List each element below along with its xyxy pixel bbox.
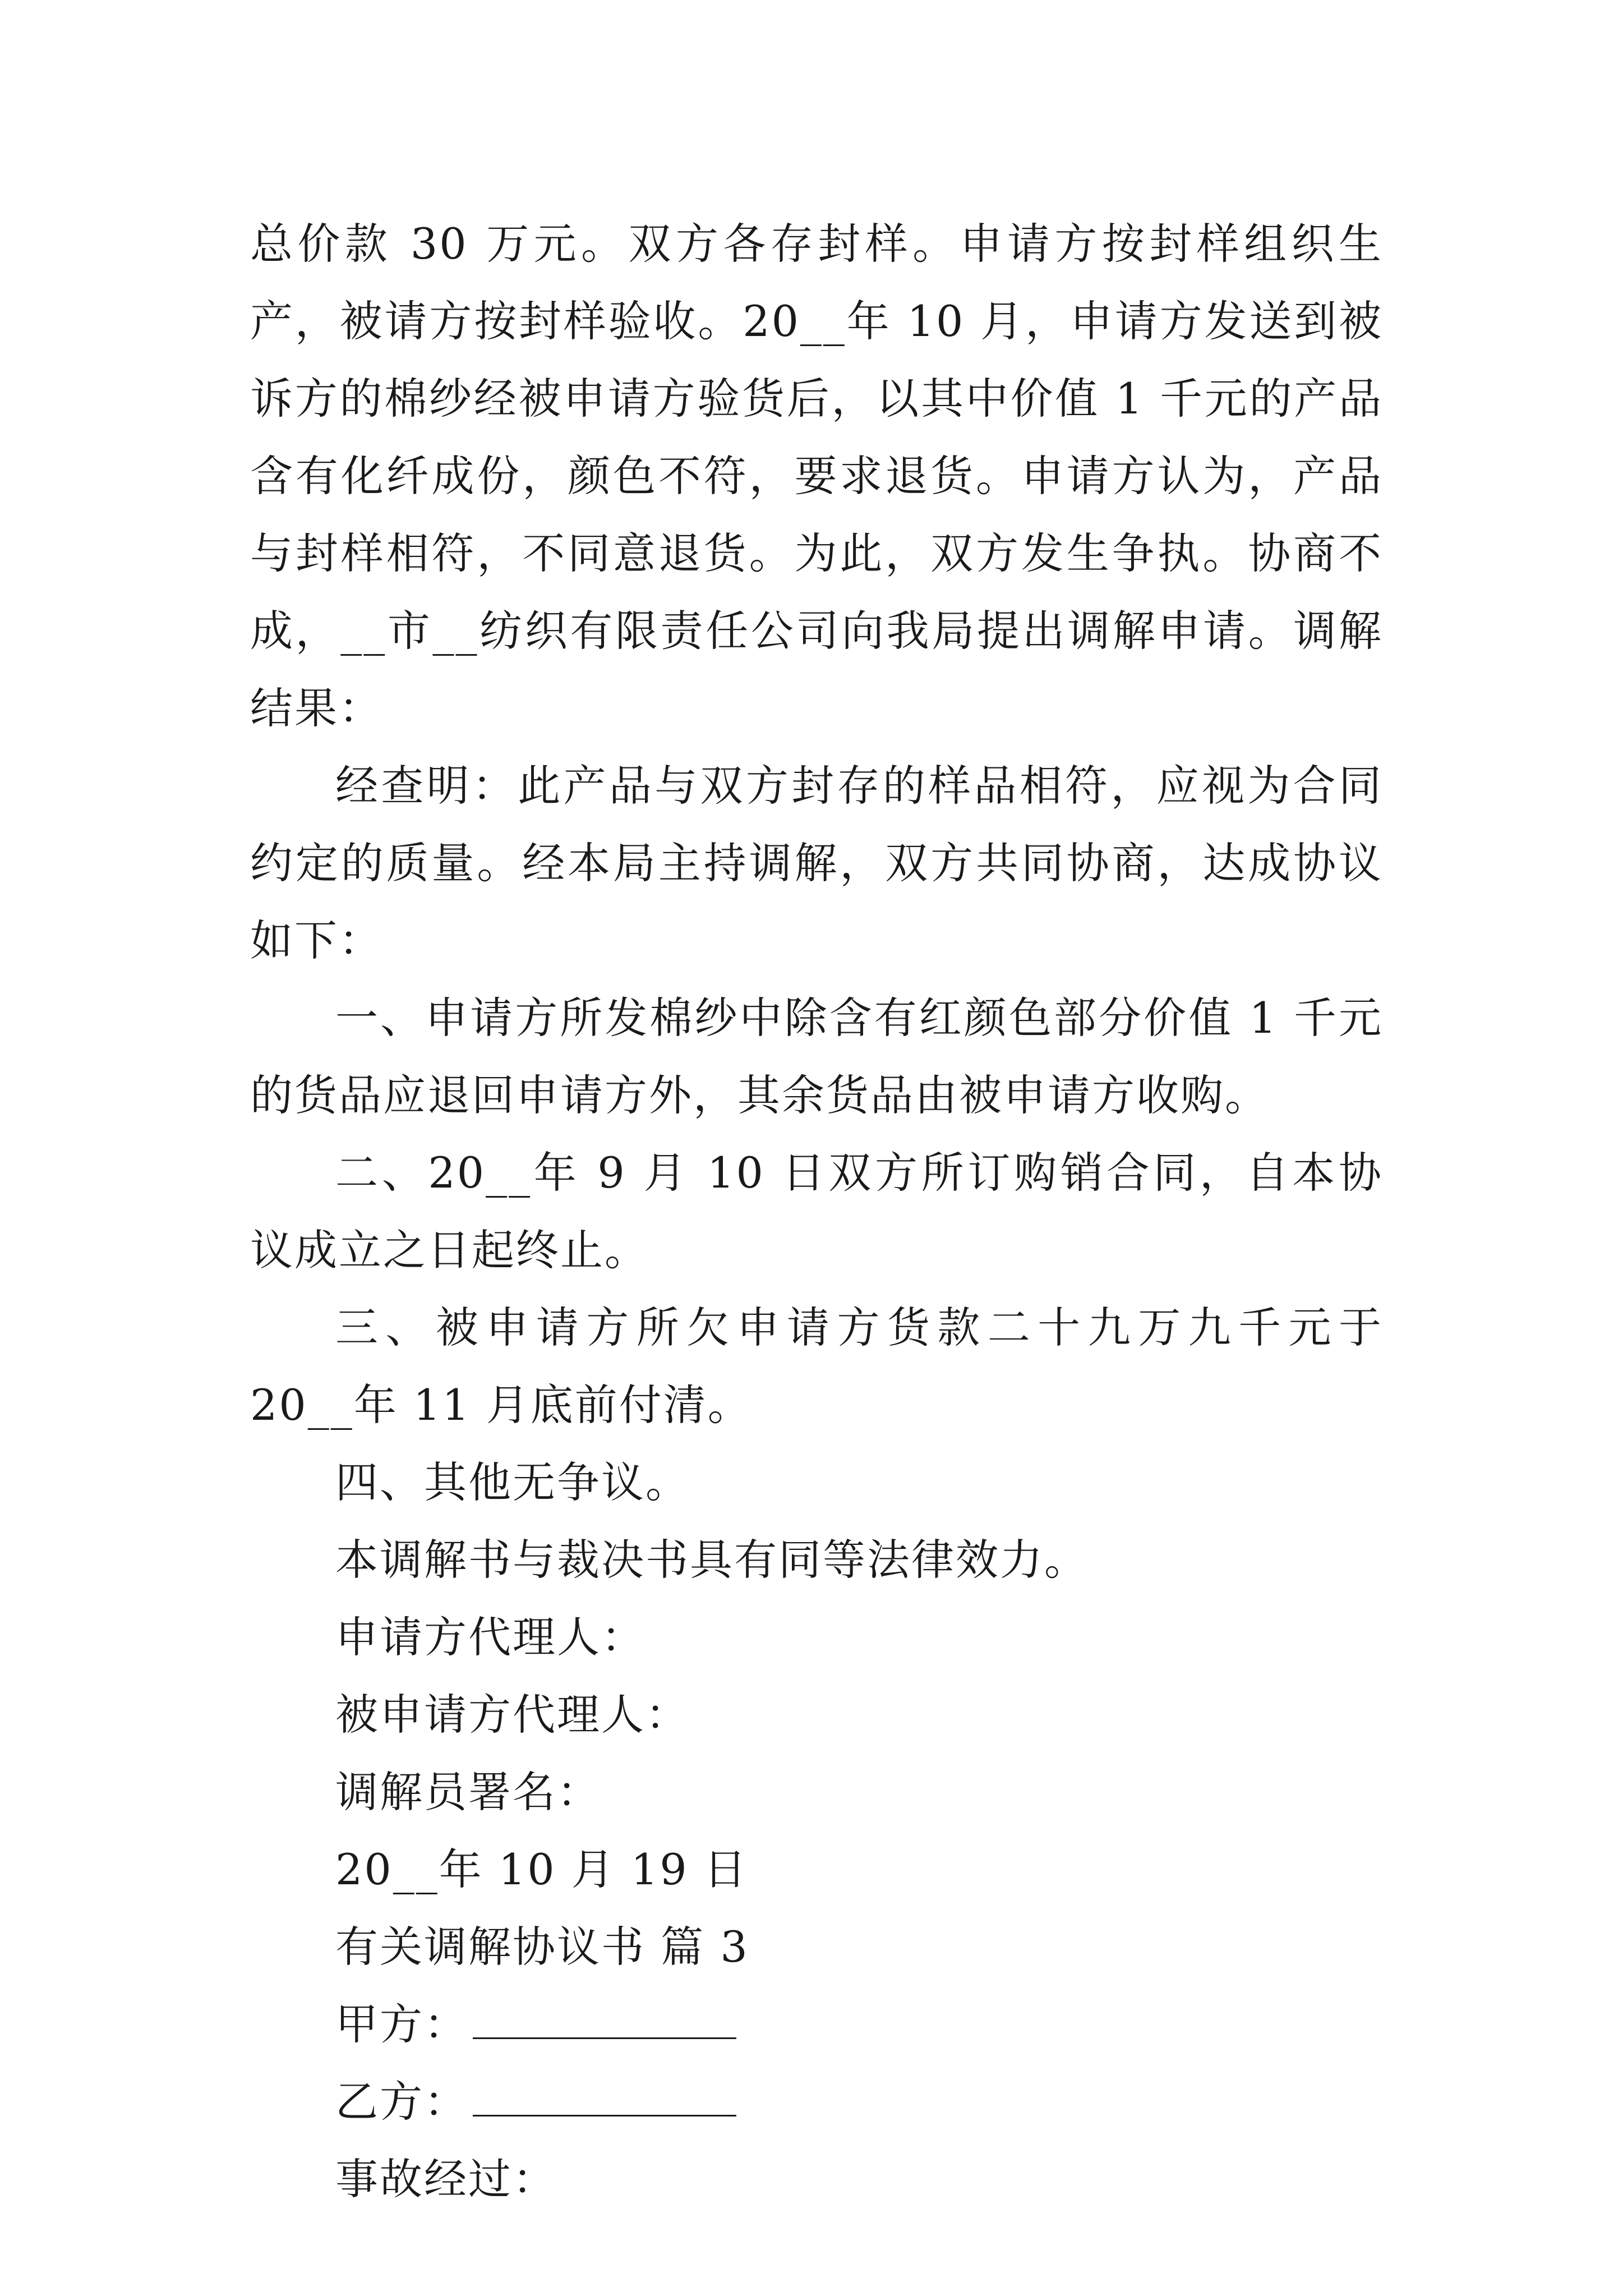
paragraph-clause-4: 四、其他无争议。 xyxy=(335,1457,690,1507)
document-body xyxy=(250,205,1383,2218)
date-line: 20__年 10 月 19 日 xyxy=(335,1844,748,1894)
party-a-label: 甲方： xyxy=(335,1999,468,2049)
party-b-blank xyxy=(473,2092,736,2116)
party-b-line xyxy=(250,2063,1383,2141)
party-a-line xyxy=(250,1986,1383,2063)
respondent-agent-line: 被申请方代理人： xyxy=(335,1690,690,1740)
paragraph-clause-1: 一、申请方所发棉纱中除含有红颜色部分价值 1 千元的货品应退回申请方外，其余货品由被申请方收购。 xyxy=(250,993,1383,1120)
section-heading: 有关调解协议书 篇 3 xyxy=(335,1922,749,1972)
applicant-agent-line: 申请方代理人： xyxy=(335,1612,645,1662)
paragraph-clause-3: 三、被申请方所欠申请方货款二十九万九千元于 20__年 11 月底前付清。 xyxy=(250,1303,1383,1430)
mediator-signature-line: 调解员署名： xyxy=(335,1767,601,1817)
party-a-blank xyxy=(473,2015,736,2039)
paragraph-dispute-background: 总价款 30 万元。双方各存封样。申请方按封样组织生产，被请方按封样验收。20__年 10 月，申请方发送到被诉方的棉纱经被申请方验货后，以其中价值 1 千元的产品含有化纤成份，颜色不符，要求退货。申请方认为，产品与封样相符，不同意退货。为此，双方发生争执。协商不成，__市__纺织有限责任公司向我局提出调解申请。调解结果： xyxy=(250,219,1383,733)
accident-label: 事故经过： xyxy=(335,2154,557,2204)
paragraph-clause-2: 二、20__年 9 月 10 日双方所订购销合同，自本协议成立之日起终止。 xyxy=(250,1148,1383,1275)
paragraph-findings: 经查明：此产品与双方封存的样品相符，应视为合同约定的质量。经本局主持调解，双方共同协商，达成协议如下： xyxy=(250,761,1383,965)
paragraph-legal-effect: 本调解书与裁决书具有同等法律效力。 xyxy=(335,1535,1089,1585)
party-b-label: 乙方： xyxy=(335,2077,468,2127)
